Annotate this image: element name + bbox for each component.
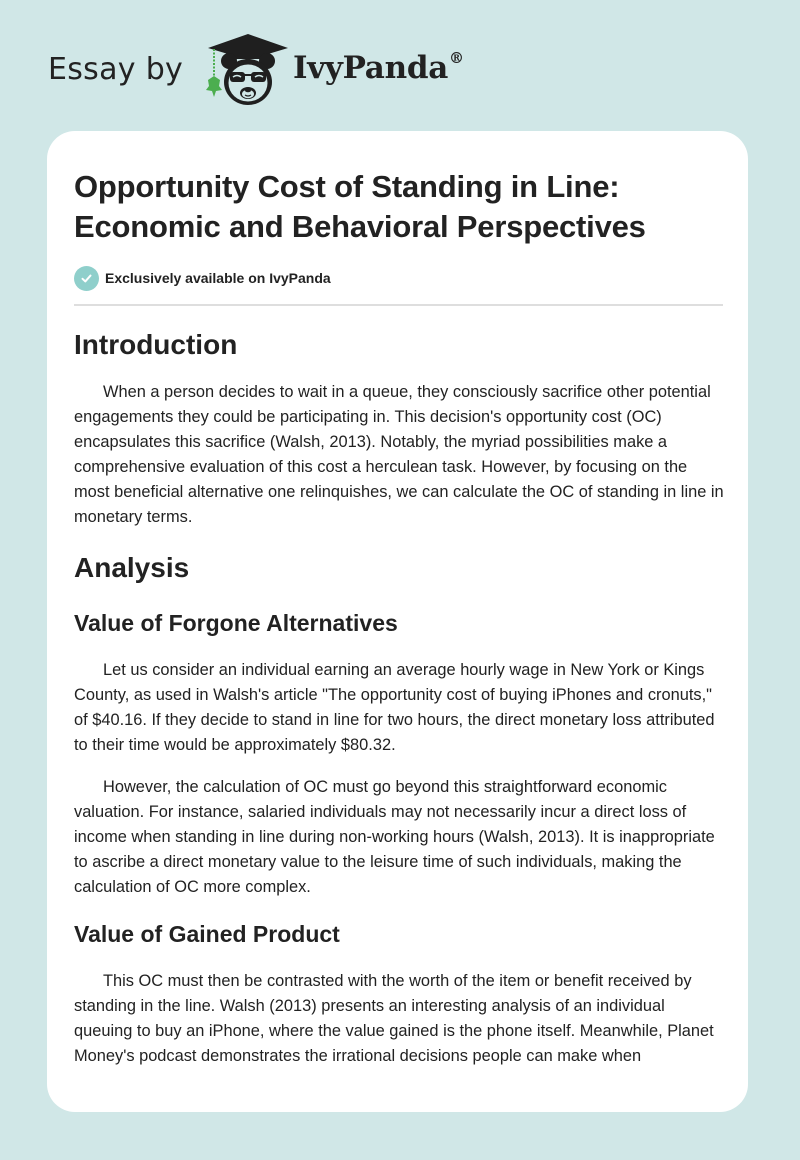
paragraph: However, the calculation of OC must go beyond this straightforward economic valuation. For instance, salaried individuals may not necessarily incur a direct loss of income when standing in line during non-working hours (Walsh, 2013). It is inappropriate to ascribe a direct monetary value to the leisure time of such individuals, making the calculation of OC more complex.	[74, 778, 715, 896]
panda-graduation-cap-logo-icon[interactable]	[200, 34, 292, 108]
registered-mark: ®	[449, 48, 464, 67]
exclusive-badge	[74, 264, 724, 292]
essay-card	[47, 131, 748, 1112]
paragraph: Let us consider an individual earning an average hourly wage in New York or Kings County, as used in Walsh's article "The opportunity cost of buying iPhones and cronuts," of $40.16. If they decide to stand in line for two hours, the direct monetary loss attributed to their time would be approximately $80.32.	[74, 661, 715, 754]
paragraph: When a person decides to wait in a queue, they consciously sacrifice other potential engagements they could be participating in. This decision's opportunity cost (OC) encapsulates this sacrifice (Walsh, 2013). Notably, the myriad possibilities make a comprehensive evaluation of this cost a herculean task. However, by focusing on the most beneficial alternative one relinquishes, we can calculate the OC of standing in line in monetary terms.	[74, 383, 724, 526]
essay-content	[74, 131, 724, 1069]
exclusive-text: Exclusively available on IvyPanda	[105, 270, 331, 286]
section-heading-analysis: Analysis	[74, 552, 190, 583]
essay-by-label: Essay by	[48, 52, 184, 87]
brand-wordmark: IvyPanda	[293, 50, 448, 86]
section-heading-introduction: Introduction	[74, 329, 238, 360]
site-header	[0, 30, 800, 110]
title-divider	[74, 304, 723, 306]
subsection-heading-gained-product: Value of Gained Product	[74, 921, 340, 947]
essay-title: Opportunity Cost of Standing in Line: Economic and Behavioral Perspectives	[74, 169, 646, 244]
subsection-heading-forgone-alternatives: Value of Forgone Alternatives	[74, 610, 398, 636]
paragraph: This OC must then be contrasted with the worth of the item or benefit received by standing in the line. Walsh (2013) presents an interesting analysis of an individual queuing to buy an iPhone, where the value gained is the phone itself. Meanwhile, Planet Money's podcast demonstrates the irrational decisions people can make when	[74, 972, 714, 1065]
brand-name[interactable]	[293, 50, 464, 86]
check-circle-icon	[74, 266, 99, 291]
